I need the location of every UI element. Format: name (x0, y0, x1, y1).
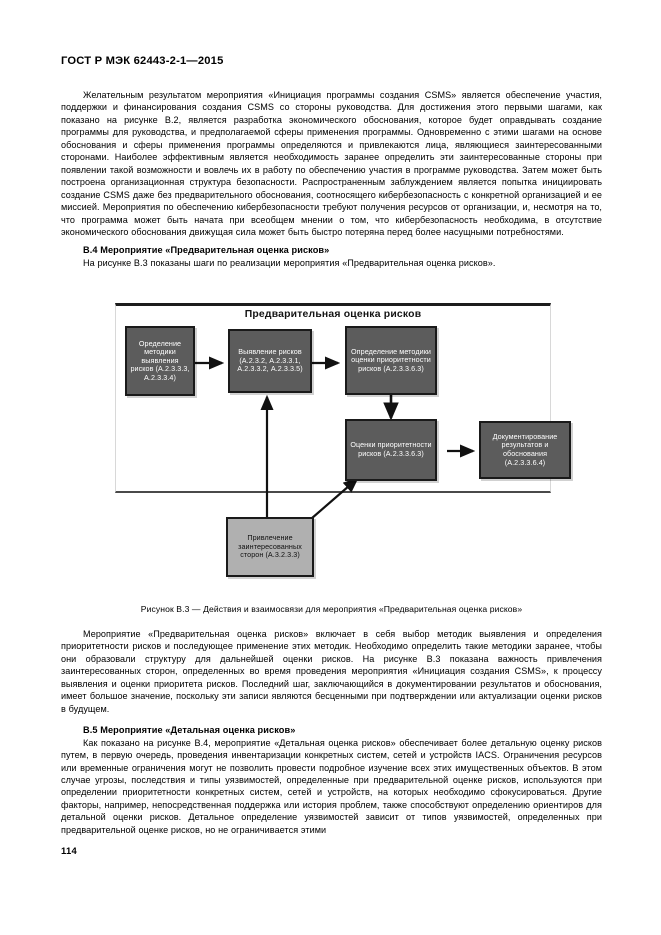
diagram-node-label: Оределение методики выявления рисков (А.2.3.3.3, А.2.3.3.4) (130, 338, 190, 382)
diagram-node-label: Привлечение заинтересованных сторон (А.3.2.3.3) (238, 533, 302, 560)
diagram-node-engage-stakeholders[interactable] (226, 517, 314, 577)
page-header: ГОСТ Р МЭК 62443-2-1—2015 (61, 55, 224, 67)
diagram-node-label: Выявление рисков (А.2.3.2, А.2.3.3.1, А.2.3.3.2, А.2.3.3.5) (237, 347, 303, 374)
section-heading-b5: В.5 Мероприятие «Детальная оценка рисков» (83, 725, 296, 736)
page-number: 114 (61, 845, 78, 856)
diagram-node-document-results[interactable] (479, 421, 571, 479)
diagram-title: Предварительная оценка рисков (244, 309, 422, 320)
paragraph-b4-discussion: Мероприятие «Предварительная оценка рисков» включает в себя выбор методик выявления и определения приоритетности рисков и последующее применение этих методик. Необходимо определить такие методики заранее, чтобы они образовали структуру для дальнейшей оценки рисков. На рисунке В.3 показана важность привлечения заинтересованных сторон, определенных во время проведения мероприятия «Инициация создания CSMS», к процессу выявления и оценки приоритета рисков. Последний шаг, заключающийся в документировании результатов и обоснования, имеет большое значение, поскольку эти записи являются бесценными при подтверждении или актуализации оценки рисков в будущем. (61, 629, 602, 714)
diagram-canvas (61, 303, 602, 593)
figure-b3 (61, 303, 602, 593)
diagram-node-label: Оценки приоритетности рисков (А.2.3.3.6.3) (350, 440, 432, 458)
main-text-column-top (61, 89, 602, 269)
diagram-node-identify-risks[interactable] (228, 329, 312, 393)
paragraph-b5-discussion: Как показано на рисунке В.4, мероприятие «Детальная оценка рисков» обеспечивает более детальную оценку рисков путем, в первую очередь, проведения инвентаризации конкретных систем, сетей и устройств IACS. Ограничения ресурсов или временные ограничения могут не позволить провести подробное изучение всех этих имущественных объектов. В этом случае угрозы, последствия и типы уязвимостей, определенные при предварительной оценке рисков, используются при определении приоритетности конкретных систем, сетей и устройств, на которых необходимо сфокусироваться. Другие факторы, например, непосредственная поддержка или история проблем, также способствуют определению ориентиров для детальной оценки рисков. Детальное определение уязвимостей зависит от типов уязвимостей, определенных при предварительной оценке рисков, но не ограничивается этими (61, 737, 602, 835)
diagram-node-prioritization-assessments[interactable] (345, 419, 437, 481)
paragraph-intro: Желательным результатом мероприятия «Инициация программы создания CSMS» является обеспечение участия, поддержки и финансирования создания CSMS со стороны руководства. Для достижения этого первыми шагами, как показано на рисунке В.2, является разработка экономического обоснования, которое будет оправдывать создание программы для руководства, и предполагаемой сферы применения программы. Одновременно с этими шагами на основе обоснования и сферы применения программы определяются и привлекаются лица, являющиеся заинтересованными сторонами. Наиболее эффективным является необходимость заранее определить эти заинтересованные стороны при появлении такой возможности и вовлечь их в работу по обеспечению участия в программе руководства. Затем может быть построена организационная структура безопасности. Распространенным заблуждением является попытка инициировать создание CSMS даже без предварительного обоснования, соотносящего кибербезопасность с конкретной организацией и ее миссией. Мероприятия по обеспечению кибербезопасности требуют получения ресурсов от организации, и, несмотря на то, что программа может быть начата при всеобщем мнении о том, что кибербезопасность необходима, в отсутствие экономического обоснования движущая сила может быть быстро потеряна перед более насущными потребностями. (61, 90, 602, 237)
figure-caption: Рисунок В.3 — Действия и взаимосвязи для мероприятия «Предварительная оценка рисков» (140, 604, 523, 614)
section-heading-b4: В.4 Мероприятие «Предварительная оценка рисков» (83, 245, 330, 256)
diagram-node-label: Документирование результатов и обоснования (А.2.3.3.6.4) (492, 431, 558, 467)
diagram-node-define-identification-methodology[interactable] (125, 326, 195, 396)
main-text-column-bottom (61, 628, 602, 836)
diagram-node-label: Определение методики оценки приоритетности рисков (А.2.3.3.6.3) (351, 346, 431, 373)
paragraph-figure-intro: На рисунке В.3 показаны шаги по реализации мероприятия «Предварительная оценка рисков». (83, 257, 496, 268)
diagram-node-define-prioritization-methodology[interactable] (345, 326, 437, 395)
